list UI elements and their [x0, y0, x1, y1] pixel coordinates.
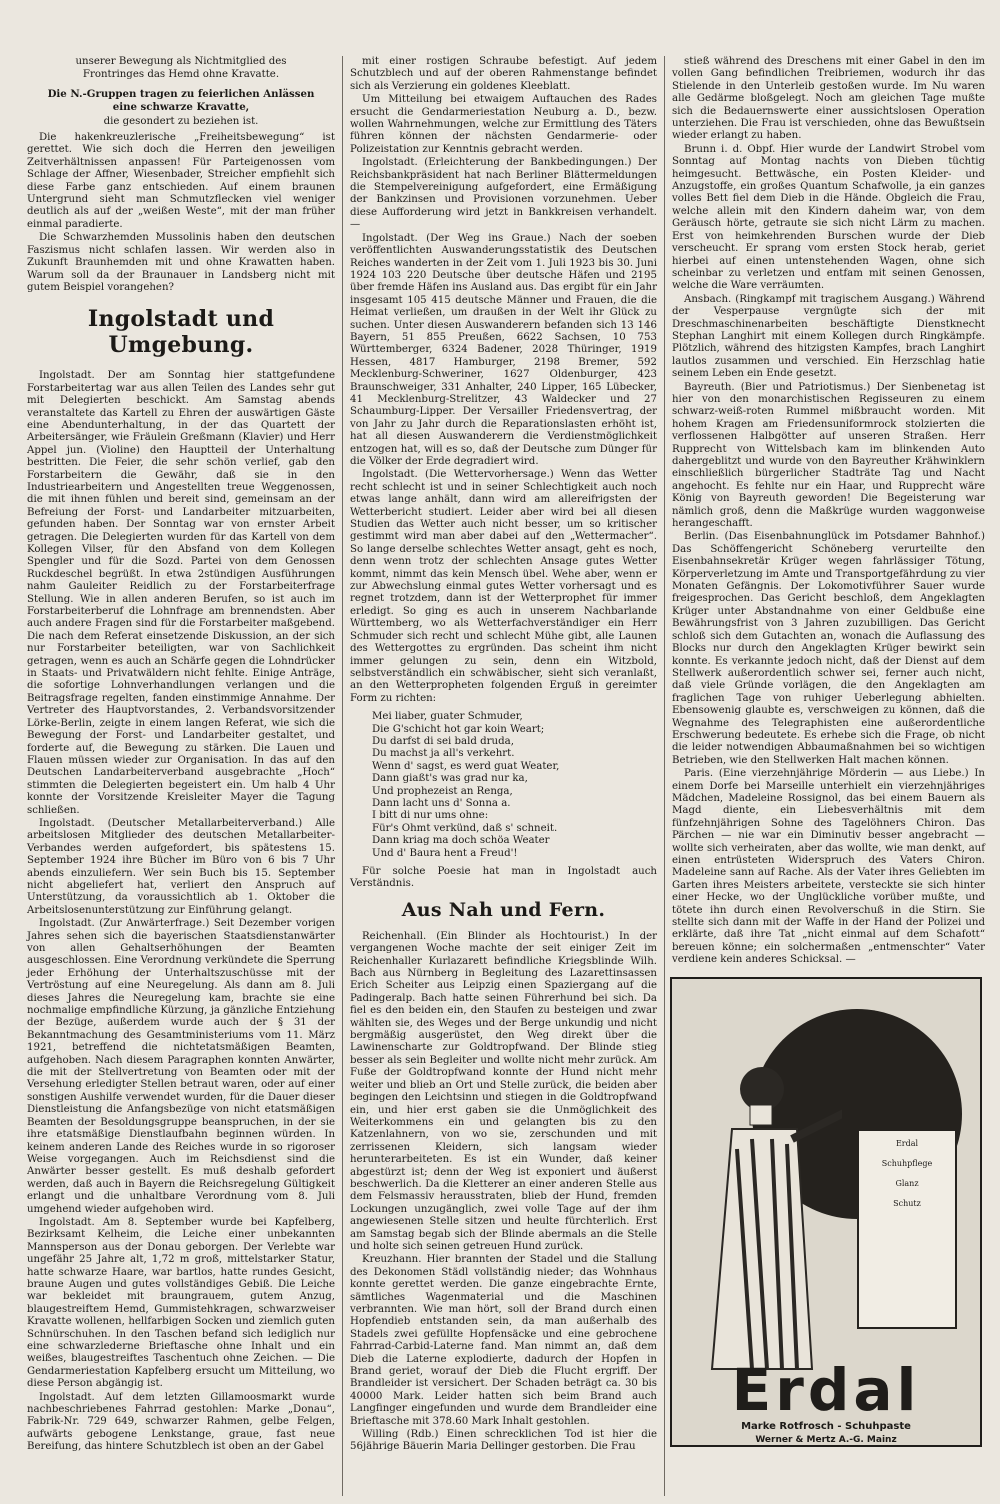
article-paragraph: Ingolstadt. (Zur Anwärterfrage.) Seit Dezember vorigen Jahres sehen sich die bayerischen Staatsdienstanwärter von allen Gehaltserhöhungen der Beamten ausgeschlossen. Eine Verordnung verkündete die Sperrung jeder Erhöhung der Unterhaltszuschüsse mit der Vertröstung auf eine Neuregelung. Als dann am 8. Juli dieses Jahres die Neuregelung kam, brachte sie eine nochmalige empfindliche Kürzung, ja gänzliche Entziehung der Bezüge, außerdem wurde auch der § 31 der Bekanntmachung des Gesamtministeriums vom 11. März 1921, betreffend die nichtetatsmäßigen Beamten, aufgehoben. Nach diesem Paragraphen konnten Anwärter, die mit der Stellvertretung von Beamten oder mit der Versehung erledigter Stellen betraut waren, oder auf einer sonstigen Aushilfe verwendet wurden, für die Dauer dieser Dienstleistung die Anfangsbezüge von nicht etatsmäßigen Beamten der Besoldungsgruppe beanspruchen, in der sie ihre etatsmäßige Dienstlaufbahn beginnen würden. In keinem anderen Lande des Reiches wurde in so rigoroser Weise vorgegangen. Auch im Reichsdienst sind die Anwärter besser gestellt. Es muß deshalb gefordert werden, daß auch in Bayern die Reichsregelung Gültigkeit erlangt und die unhaltbare Verordnung vom 8. Juli umgehend wieder aufgehoben wird.	[27, 918, 335, 1215]
ad-brand-name: Erdal	[731, 1355, 921, 1424]
ad-card-line: Schuhpflege	[881, 1158, 933, 1168]
article-paragraph: stieß während des Dreschens mit einer Gabel in den im vollen Gang befindlichen Treibriemen, wodurch ihr das Stielende in den Unterleib gestoßen wurde. Im Nu waren alle Gedärme bloßgelegt. Noch am gleichen Tage mußte sich die Bedauernswerte einer aussichtslosen Operation unterziehen. Die Frau ist verschieden, ohne das Bewußtsein wieder erlangt zu haben.	[672, 56, 985, 142]
poem-line: Du darfst di sei bald druda,	[372, 735, 514, 747]
intro-line: unserer Bewegung als Nichtmitglied des	[75, 56, 287, 67]
bold-headline: eine schwarze Kravatte,	[112, 101, 250, 114]
poem-line: Für's Ohmt verkünd, daß s' schneit.	[372, 822, 558, 834]
article-paragraph: Brunn i. d. Obpf. Hier wurde der Landwirt Strobel vom Sonntag auf Montag nachts von Dieben tüchtig heimgesucht. Bettwäsche, ein Posten Kleider- und Anzugstoffe, ein großes Quantum Schafwolle, ja ein ganzes volles Bett fiel dem Dieb in die Hände. Obgleich die Frau, welche allein mit den Kindern daheim war, von dem Geräusch hörte, getraute sie sich nicht Lärm zu machen. Erst von heimkehrenden Burschen wurde der Dieb verscheucht. Er sprang vom ersten Stock herab, geriet hierbei auf einen untenstehenden Wagen, ohne sich scheinbar zu verletzen und entfam mit seinen Genossen, welche die Ware verräumten.	[672, 143, 985, 292]
section-title: Aus Nah und Fern.	[401, 898, 606, 921]
article-paragraph: Für solche Poesie hat man in Ingolstadt auch Verständnis.	[350, 866, 657, 890]
article-paragraph: Ingolstadt. Am 8. September wurde bei Kapfelberg, Bezirksamt Kelheim, die Leiche einer unbekannten Mannsperson aus der Donau geborgen. Der Verlebte war ungefähr 25 Jahre alt, 1,72 m groß, mittelstarker Statur, hatte schwarze Haare, war bartlos, hatte rundes Gesicht, braune Augen und gutes vollständiges Gebiß. Die Leiche war bekleidet mit braungrauem, gutem Anzug, blaugestreiftem Hemd, Gummistehkragen, schwarzweiser Kravatte wollenen, hellfarbigen Socken und ziemlich guten Schnürschuhen. In den Taschen befand sich lediglich nur eine schwarzlederne Brieftasche ohne Inhalt und ein weißes, blaugestreiftes Taschentuch ohne Zeichen. — Die Gendarmeriestation Kapfelberg ersucht um Mitteilung, wo diese Person abgängig ist.	[27, 1216, 335, 1390]
poem-line: Du machst ja all's verkehrt.	[372, 748, 515, 760]
ad-woman-illustration	[692, 1049, 842, 1379]
ad-manufacturer: Werner & Mertz A.-G. Mainz	[755, 1434, 897, 1445]
ad-card-line: Glanz	[895, 1178, 919, 1188]
article-paragraph: Um Mitteilung bei etwaigem Auftauchen des Rades ersucht die Gendarmeriestation Neuburg a. D., bezw. wollen Wahrnehmungen, welche zur Ermittlung des Täters führen können der nächsten Gendarmerie- oder Polizeistation zur Kenntnis gebracht werden.	[350, 94, 657, 155]
column-1	[20, 56, 342, 1496]
article-paragraph: Ingolstadt. (Der Weg ins Graue.) Nach der soeben veröffentlichten Auswanderungsstatistik des Deutschen Reiches wanderten in der Zeit vom 1. Juli 1923 bis 30. Juni 1924 103 220 Deutsche über deutsche Häfen und 2195 über fremde Häfen ins Ausland aus. Das ergibt für ein Jahr insgesamt 105 415 deutsche Männer und Frauen, die die Heimat verließen, um draußen in der Welt ihr Glück zu suchen. Unter diesen Auswanderern befanden sich 13 146 Bayern, 51 855 Preußen, 6622 Sachsen, 10 753 Württemberger, 6324 Badener, 2028 Thüringer, 1919 Hessen, 4817 Hamburger, 2198 Bremer, 592 Mecklenburg-Schweriner, 1627 Oldenburger, 423 Braunschweiger, 331 Anhalter, 240 Lipper, 165 Lübecker, 41 Mecklenburg-Strelitzer, 43 Waldecker und 27 Schaumburg-Lipper. Der Versailler Friedensvertrag, der von Jahr zu Jahr durch die Reparationslasten erhöht ist, hat all diesen Auswanderern die Verdienstmöglichkeit entzogen hat, will es so, daß der Deutsche zum Dünger für die Völker der Erde degradiert wird.	[350, 232, 657, 467]
article-paragraph: Ansbach. (Ringkampf mit tragischem Ausgang.) Während der Vesperpause vergnügte sich der mit Dreschmaschinenarbeiten beschäftigte Dienstknecht Stephan Langhirt mit einem Kollegen durch Ringkämpfe. Plötzlich, während des hitzigsten Kampfes, brach Langhirt lautlos zusammen und verschied. Ein Herzschlag hatie seinem Leben ein Ende gesetzt.	[672, 293, 985, 380]
ad-card-line: Schutz	[893, 1198, 921, 1208]
poem-line: I bitt di nur ums ohne:	[372, 810, 489, 822]
article-paragraph: Ingolstadt. Auf dem letzten Gillamoosmarkt wurde nachbeschriebenes Fahrrad gestohlen: Marke „Donau“, Fabrik-Nr. 729 649, schwarzer Rahmen, gelbe Felgen, aufwärts gebogene Lenkstange, graue, fast neue Bereifung, das hintere Schutzblech ist oben an der Gabel	[27, 1391, 335, 1453]
intro-line: Frontringes das Hemd ohne Kravatte.	[82, 69, 280, 81]
article-paragraph: Berlin. (Das Eisenbahnunglück im Potsdamer Bahnhof.) Das Schöffengericht Schöneberg verurteilte den Eisenbahnsekretär Krüger wegen fahrlässiger Tötung, Körperverletzung im Amte und Transportgefährdung zu vier Monaten Gefängnis. Der Lokomotivführer Sauer wurde freigesprochen. Das Gericht beschloß, dem Angeklagten Krüger unter Abstandnahme von einer Geldbuße eine Bewährungsfrist von 3 Jahren zuzubilligen. Das Gericht schloß sich dem Gutachten an, wonach die Auflassung des Blocks nur durch den Angeklagten Krüger bewirkt sein konnte. Es verkannte jedoch nicht, daß der Dienst auf dem Stellwerk außerordentlich schwer sei, ferner auch nicht, daß viele Gründe vorlägen, die den Angeklagten am fraglichen Tage von ruhiger Ueberlegung abhielten. Ebensowenig glaubte es, verschweigen zu können, daß die Wegnahme des Telegraphisten eine außerordentliche Erschwerung bedeutete. Es erhebe sich die Frage, ob nicht die leider notwendigen Abbaumaßnahmen bei so wichtigen Betrieben, wie den Stellwerken Halt machen können.	[672, 531, 985, 766]
article-paragraph: Reichenhall. (Ein Blinder als Hochtourist.) In der vergangenen Woche machte der seit einiger Zeit im Reichenhaller Kurlazarett befindliche Kriegsblinde Wilh. Bach aus Nürnberg in Begleitung des Lazarettinsassen Erich Scheiter aus Leipzig einen Spaziergang auf die Padingeralp. Bach hatte seinen Führerhund bei sich. Da fiel es den beiden ein, den Staufen zu besteigen und zwar wählten sie, des Weges und der Berge unkundig und nicht bergmäßig ausgerüstet, den Weg direkt über die Lawinenscharte zur Goldtropfwand. Der Blinde stieg besser als sein Begleiter und wollte nicht mehr zurück. Am Fuße der Goldtropfwand konnte der Hund nicht mehr weiter und blieb an Ort und Stelle zurück, die beiden aber begingen den Leichtsinn und stiegen in die Goldtropfwand ein, und hier erst gaben sie die Unmöglichkeit des Weiterkommens ein und gelangten bis zu den Katzenlahnern, von wo sie, zerschunden und mit zerrissenen Kleidern, sich langsam wieder herunterarbeiteten. Es ist ein Wunder, daß keiner abgestürzt ist; denn der Weg ist exponiert und äußerst beschwerlich. Da die Kletterer an einer anderen Stelle aus dem Felsmassiv herausstraten, blieb der Hund, fremden Lockungen unzugänglich, zwei volle Tage auf der ihm angewiesenen Stelle sitzen und heulte fürchterlich. Erst am Samstag begab sich der Blinde abermals an die Stelle und holte sich seinen getreuen Hund zurück.	[350, 930, 657, 1252]
article-paragraph: Ingolstadt. Der am Sonntag hier stattgefundene Forstarbeitertag war aus allen Teilen des Landes sehr gut mit Delegierten beschickt. Am Samstag abends veranstaltete das Kartell zu Ehren der auswärtigen Gäste eine Abendunterhaltung, in der das Quartett der Arbeitersänger, wie Fräulein Greßmann (Klavier) und Herr Appel jun. (Violine) den Hauptteil der Unterhaltung bestritten. Die Feier, die sehr schön verlief, gab den Forstarbeitern die Gewähr, daß sie in den Industriearbeitern und Angestellten treue Weggenossen, die mit ihnen fühlen und bereit sind, gemeinsam an der Befreiung der Forst- und Landarbeiter mitzuarbeiten, gefunden haben. Der Sonntag war von ernster Arbeit getragen. Die Delegierten wurden für das Kartell von dem Kollegen Vilser, für den Absfand von dem Kollegen Spengler und für die Sozd. Partei von dem Genossen Ruckdeschel begrüßt. In etwa 2stündigen Ausführungen nahm Gauleiter Reidlich zu der Forstarbeiterfrage Stellung. Wie in allen anderen Berufen, so ist auch im Forstarbeiterberuf die Lohnfrage am brennendsten. Aber auch andere Fragen sind für die Forstarbeiter maßgebend. Die nach dem Referat einsetzende Diskussion, an der sich nur Forstarbeiter beteiligten, war von Sachlichkeit getragen, wenn es auch an Schärfe gegen die Lohndrücker in Staats- und Privatwäldern nicht fehlte. Einige Anträge, die sofortige Lohnverhandlungen verlangen und die Beitragsfrage regelten, fanden einstimmige Annahme. Der Vertreter des Hauptvorstandes, 2. Verbandsvorsitzender Lörke-Berlin, zeigte in einem langen Referat, wie sich die Bewegung der Forst- und Landarbeiter gestaltet, und forderte auf, die Bewegung zu stärken. Die Lauen und Flauen müssen wieder zur Organisation. In das auf den Deutschen Landarbeiterverband ausgebrachte „Hoch“ stimmten die Delegierten begeistert ein. Um halb 4 Uhr konnte der Vorsitzende Kreisleiter Mayer die Tagung schließen.	[27, 370, 335, 816]
section-title: Ingolstadt und Umgebung.	[87, 306, 275, 359]
poem-line: Dann kriag ma doch schöa Weater	[372, 835, 550, 847]
advertisement	[670, 977, 982, 1447]
poem-line: Dann lacht uns d' Sonna a.	[372, 797, 511, 809]
column-2	[342, 56, 664, 1496]
article-paragraph: Willing (Rdb.) Einen schrecklichen Tod ist hier die 56jährige Bäuerin Maria Dellinger gestorben. Die Frau	[350, 1429, 657, 1453]
poem-line: Die G'schicht hot gar koin Weart;	[372, 723, 545, 735]
poem-line: Mei liaber, guater Schmuder,	[372, 711, 523, 723]
bold-headline: Die N.-Gruppen tragen zu feierlichen Anlässen	[47, 87, 315, 100]
article-paragraph: Paris. (Eine vierzehnjährige Mörderin — aus Liebe.) In einem Dorfe bei Marseille unterhielt ein vierzehnjähriges Mädchen, Madeleine Rossignol, das bei einem Bauern als Magd diente, ein Liebesverhältnis mit dem fünfzehnjährigen Sohne des Tagelöhners Chiron. Das Pärchen — nie war ein Diminutiv besser angebracht — wollte sich verheiraten, aber das wollte, wie man denkt, auf einen entrüsteten Widerspruch des Vaters Chiron. Madeleine sann auf Rache. Als der Vater ihres Geliebten im Garten ihres Meisters arbeitete, versteckte sie sich hinter einer Hecke, wo der Unglückliche vorüber mußte, und tötete ihn durch einen Revolverschuß in die Stirn. Sie stellte sich dann mit der Waffe in der Hand der Polizei und erklärte, daß ihre Tat „nicht einmal auf dem Schafott“ bereuen könne; ein solchermaßen „entmenschter“ Vater verdiene kein anderes Schicksal. —	[672, 768, 985, 966]
ad-tagline: Marke Rotfrosch - Schuhpaste	[741, 1420, 911, 1432]
ad-card-line: Erdal	[895, 1138, 919, 1148]
article-paragraph: Ingolstadt. (Deutscher Metallarbeiterverband.) Alle arbeitslosen Mitglieder des deutschen Metallarbeiter-Verbandes werden aufgefordert, bis spätestens 15. September 1924 ihre Bücher im Büro von 6 bis 7 Uhr abends einzuliefern. Wer sein Buch bis 15. September nicht abgeliefert hat, verliert den Anspruch auf Unterstützung, da voraussichtlich ab 1. Oktober die Arbeitslosenunterstützung zur Einführung gelangt.	[27, 817, 335, 916]
column-layout	[20, 56, 992, 1496]
article-paragraph: mit einer rostigen Schraube befestigt. Auf jedem Schutzblech und auf der oberen Rahmenstange befindet sich als Verzierung ein goldenes Kleeblatt.	[350, 56, 657, 92]
article-paragraph: Bayreuth. (Bier und Patriotismus.) Der Sienbenetag ist hier von den monarchistischen Regisseuren zu einem schwarz-weiß-roten Rummel mißbraucht worden. Mit hohem Kragen am Friedensuniformrock stolzierten die verflossenen Halbgötter auf unseren Straßen. Herr Rupprecht von Wittelsbach kam im blinkenden Auto dahergeblitzt und wurde von den Bayreuther Krähwinklern einschließlich bürgerlicher Stadträte Tag und Nacht angehocht. Es fehlte nur ein Haar, und Rupprecht wäre König von Bayreuth geworden! Die Begeisterung war nämlich groß, denn die Maßkrüge wurden waggonweise herangeschafft.	[672, 381, 985, 530]
poem	[350, 711, 657, 860]
poem-line: Und prophezeist an Renga,	[372, 785, 513, 797]
article-paragraph: Ingolstadt. (Die Wettervorhersage.) Wenn das Wetter recht schlecht ist und in seiner Schlechtigkeit auch noch etwas lange anhält, dann wird am allereifrigsten der Wetterbericht studiert. Leider aber wird bei all diesen Studien das Wetter auch nicht besser, um so kritischer gestimmt wird man aber dabei auf den „Wettermacher“. So lange derselbe schlechtes Wetter ansagt, geht es noch, denn wenn trotz der schlechten Ansage gutes Wetter kommt, nimmt das kein Mensch übel. Wehe aber, wenn er zur Abwechslung einmal gutes Wetter vorhersagt und es regnet trotzdem, dann ist der Wetterprophet für immer erledigt. So ging es auch in unserem Nachbarlande Württemberg, wo als Wetterfachverständiger ein Herr Schmuder sich recht und schlecht Mühe gibt, alle Launen des Wettergottes zu ergründen. Das scheint ihm nicht immer gelungen zu sein, denn ein Witzbold, selbstverständlich ein schwäbischer, sieht sich veranlaßt, an den Wetterpropheten folgenden Erguß in gereimter Form zu richten:	[350, 469, 657, 704]
article-paragraph: Kreuzhann. Hier brannten der Stadel und die Stallung des Dekonomen Städl vollständig nieder; das Wohnhaus konnte gerettet werden. Die ganze eingebrachte Ernte, sämtliches Wagenmaterial und die Maschinen verbrannten. Wie man hört, soll der Brand durch einen Hopfendieb entstanden sein, da man außerhalb des Stadels zwei gefüllte Hopfensäcke und eine gebrochene Fahrrad-Carbid-Laterne fand. Man nimmt an, daß dem Dieb die Laterne explodierte, dadurch der Hopfen in Brand geriet, worauf der Dieb die Flucht ergriff. Der Brandleider ist versichert. Der Schaden beträgt ca. 30 bis 40000 Mark. Leider hatten sich beim Brand auch Langfinger eingefunden und wurde dem Brandleider eine Brieftasche mit 378.60 Mark Inhalt gestohlen.	[350, 1254, 657, 1427]
article-paragraph: Die Schwarzhemden Mussolinis haben den deutschen Faszismus nicht schlafen lassen. Wir werden also in Zukunft Braunhemden mit und ohne Krawatten haben. Warum soll da der Braunauer in Landsberg nicht mit gutem Beispiel vorangehen?	[27, 232, 335, 293]
article-paragraph: Ingolstadt. (Erleichterung der Bankbedingungen.) Der Reichsbankpräsident hat nach Berliner Blättermeldungen die Stempelvereinigung aufgefordert, eine Ermäßigung der Bankzinsen und Provisionen vorzunehmen. Ueber diese Aufforderung wird jetzt in Bankkreisen verhandelt. —	[350, 157, 657, 231]
ad-product-card	[857, 1129, 957, 1329]
column-3	[664, 56, 992, 1496]
poem-line: Dann giaßt's was grad nur ka,	[372, 773, 528, 785]
poem-line: Wenn d' sagst, es werd guat Weater,	[372, 760, 560, 772]
article-paragraph: Die hakenkreuzlerische „Freiheitsbewegung“ ist gerettet. Wie sich doch die Herren den jeweiligen Zeitverhältnissen anpassen! Für Parteigenossen vom Schlage der Affner, Wiesenbader, Streicher empfiehlt sich diese Farbe ganz entschieden. Auf einem braunen Untergrund sieht man Schmutzflecken viel weniger deutlich als auf der „weißen Weste“, mit der man früher einmal paradierte.	[27, 132, 335, 230]
poem-line: Und d' Baura hent a Freud'!	[372, 847, 518, 859]
subline: die gesondert zu beziehen ist.	[103, 115, 259, 127]
